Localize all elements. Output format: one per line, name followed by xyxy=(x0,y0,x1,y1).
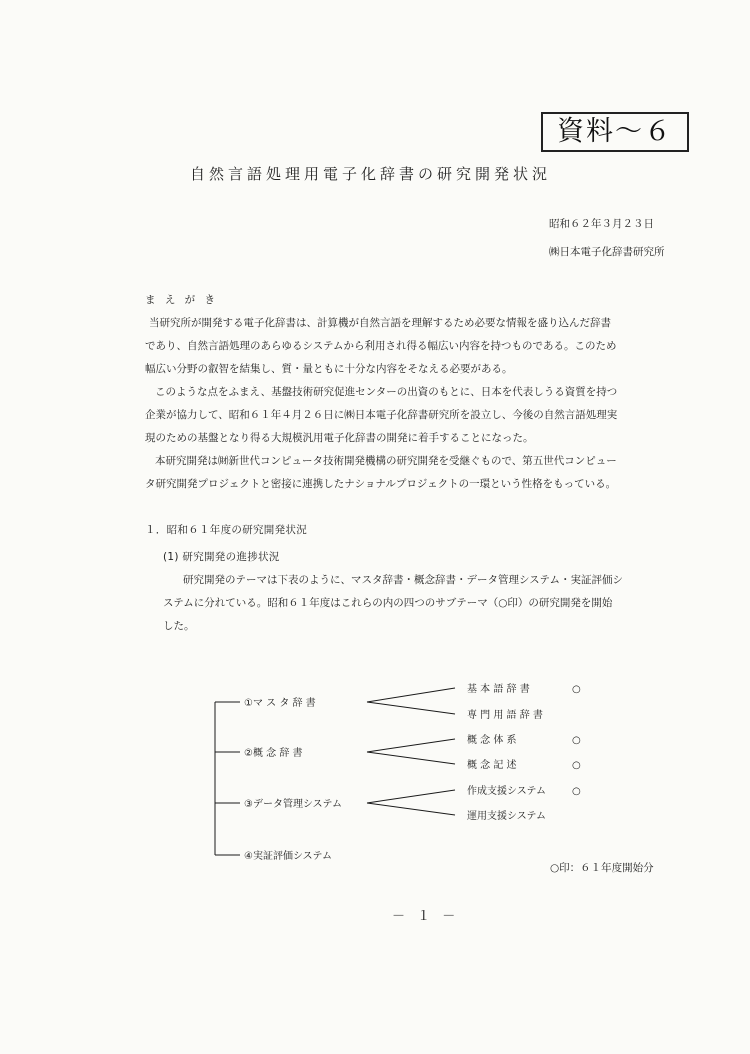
preface-line-2: であり、自然言語処理のあらゆるシステムから利用され得る幅広い内容を持つものである。このため xyxy=(145,340,617,352)
section-1-line-1: 研究開発のテーマは下表のように、マスタ辞書・概念辞書・データ管理システム・実証評価シ xyxy=(183,574,623,586)
preface-line-5: 企業が協力して、昭和６１年４月２６日に㈱日本電子化辞書研究所を設立し、今後の自然言語処理実 xyxy=(145,409,618,421)
fork-2a-line xyxy=(367,739,455,752)
section-1-subheading: (1) 研究開発の進捗状況 xyxy=(163,551,280,563)
tree-subitem-3b: 運用支援システム xyxy=(467,811,546,822)
fork-1a-line xyxy=(367,688,455,702)
tree-mark-2a: ○ xyxy=(572,735,581,746)
tree-item-2: ②概 念 辞 書 xyxy=(244,748,303,759)
preface-line-6: 現のための基盤となり得る大規模汎用電子化辞書の開発に着手することになった。 xyxy=(145,432,534,444)
tree-item-1: ①マ ス タ 辞 書 xyxy=(244,698,316,709)
tree-subitem-1a: 基 本 語 辞 書 xyxy=(467,684,530,695)
tree-subitem-1b: 専 門 用 語 辞 書 xyxy=(467,710,543,721)
date: 昭和６２年３月２３日 xyxy=(549,218,654,230)
tree-mark-2b: ○ xyxy=(572,760,581,771)
page-number: － １ － xyxy=(392,909,460,924)
tree-subitem-2a: 概 念 体 系 xyxy=(467,735,517,746)
tree-mark-1a: ○ xyxy=(572,684,581,695)
section-1-heading: １．昭和６１年度の研究開発状況 xyxy=(145,524,307,536)
tree-subitem-3a: 作成支援システム xyxy=(467,786,546,797)
tree-item-3: ③データ管理システム xyxy=(244,799,342,810)
document-stamp: 資料～６ xyxy=(541,112,689,152)
preface-line-8: タ研究開発プロジェクトと密接に連携したナショナルプロジェクトの一環という性格をもっている。 xyxy=(145,478,617,490)
tree-subitem-2b: 概 念 記 述 xyxy=(467,760,517,771)
tree-mark-3a: ○ xyxy=(572,786,581,797)
tree-item-4: ④実証評価システム xyxy=(244,851,332,862)
section-1-line-3: した。 xyxy=(163,620,195,632)
preface-line-4: このような点をふまえ、基盤技術研究促進センターの出資のもとに、日本を代表しうる資質を持つ xyxy=(155,386,618,398)
organization: ㈱日本電子化辞書研究所 xyxy=(549,246,665,258)
preface-line-3: 幅広い分野の叡智を結集し、質・量ともに十分な内容をそなえる必要がある。 xyxy=(145,363,513,375)
fork-3b-line xyxy=(367,803,455,815)
fork-1b-line xyxy=(367,702,455,714)
fork-3a-line xyxy=(367,790,455,803)
preface-line-1: 当研究所が開発する電子化辞書は、計算機が自然言語を理解するため必要な情報を盛り込んだ辞書 xyxy=(149,317,611,329)
page-title: 自然言語処理用電子化辞書の研究開発状況 xyxy=(190,165,552,183)
legend-note: ○印：６１年度開始分 xyxy=(550,862,654,874)
section-1-line-2: ステムに分れている。昭和６１年度はこれらの内の四つのサブテーマ（○印）の研究開発を開始 xyxy=(163,597,613,609)
preface-line-7: 本研究開発は㈶新世代コンピュータ技術開発機構の研究開発を受継ぐもので、第五世代コンピュー xyxy=(155,455,617,467)
preface-heading: ま え が き xyxy=(145,294,219,306)
fork-2b-line xyxy=(367,752,455,764)
